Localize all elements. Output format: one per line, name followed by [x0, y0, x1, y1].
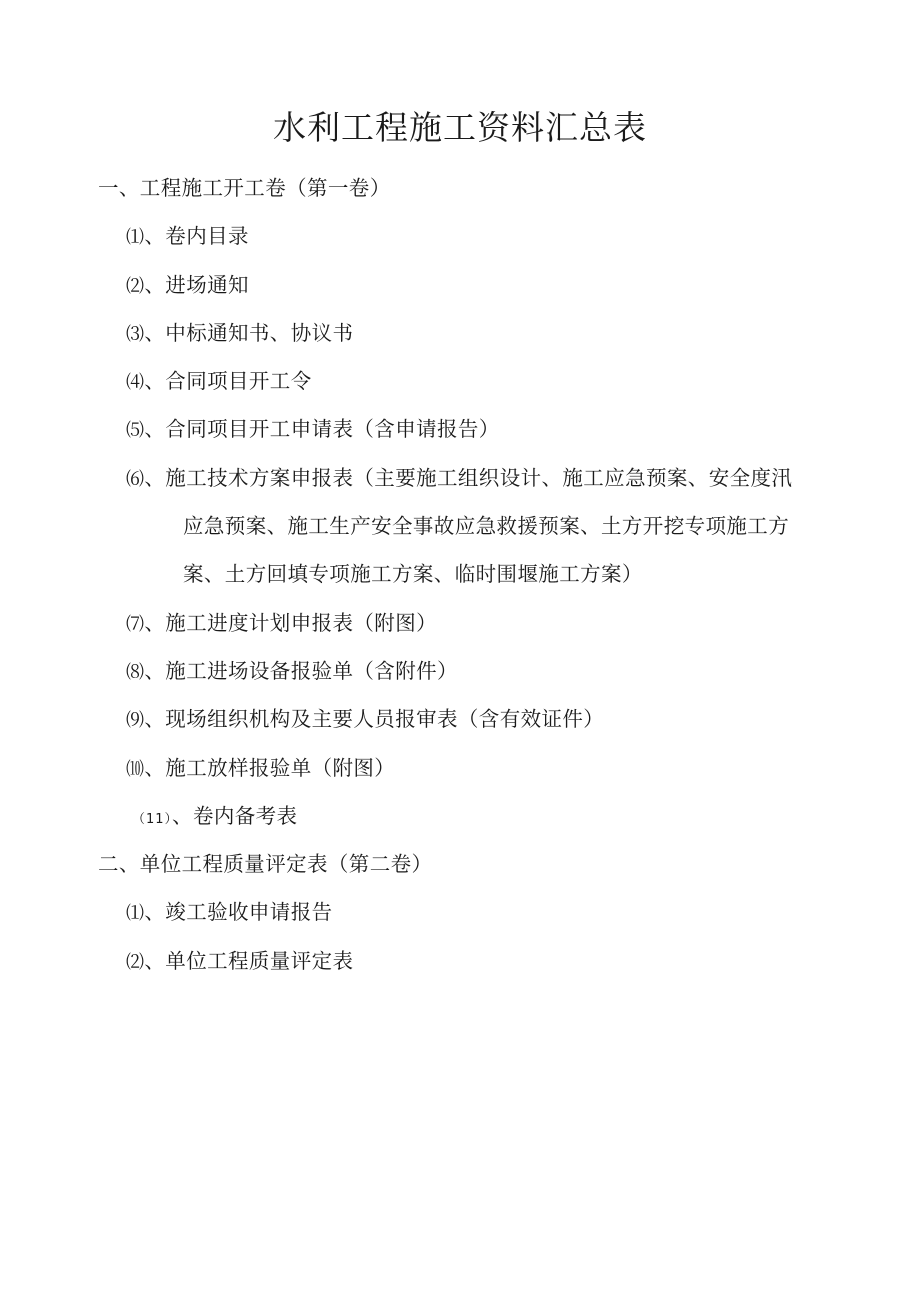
item-text: 、单位工程质量评定表: [144, 948, 354, 973]
list-item: [0, 357, 920, 405]
item-text: 、施工进场设备报验单（含附件）: [144, 658, 458, 683]
list-item: [0, 695, 920, 743]
item-text: 、施工进度计划申报表（附图）: [144, 610, 438, 635]
item-number: ⑴: [126, 227, 145, 249]
contents-list: [0, 164, 920, 985]
item-number: ⑷: [126, 372, 145, 394]
item-number: ⑴: [126, 903, 145, 925]
list-item: [0, 309, 920, 357]
item-number: ⑶: [126, 323, 145, 345]
item-text: 、卷内备考表: [172, 803, 298, 828]
item-number: ⑹: [126, 468, 145, 490]
item-number: ⑺: [126, 613, 145, 635]
list-item: [0, 454, 920, 502]
list-item: [0, 744, 920, 792]
item-number: ⑵: [126, 951, 145, 973]
item-number: ⑻: [126, 661, 145, 683]
item-number: ⑵: [126, 275, 145, 297]
section-heading-volume-2: 二、单位工程质量评定表（第二卷）: [98, 852, 433, 877]
list-item: [0, 212, 920, 260]
item-text: 、合同项目开工令: [144, 369, 312, 394]
item-text: 、中标通知书、协议书: [144, 320, 354, 345]
list-item-continuation: 应急预案、施工生产安全事故应急救援预案、土方开挖专项施工方: [183, 514, 790, 539]
list-item: [0, 405, 920, 453]
list-item-continuation: 案、土方回填专项施工方案、临时围堰施工方案）: [183, 562, 643, 587]
list-item: [0, 888, 920, 936]
list-item: [0, 647, 920, 695]
list-item: [0, 937, 920, 985]
section-heading-volume-1: 一、工程施工开工卷（第一卷）: [98, 176, 391, 200]
item-text: 、合同项目开工申请表（含申请报告）: [144, 417, 500, 442]
list-item: [0, 599, 920, 647]
item-number: （11）: [132, 811, 173, 827]
document-title: 水利工程施工资料汇总表: [273, 108, 647, 147]
item-text: 、施工技术方案申报表（主要施工组织设计、施工应急预案、安全度汛: [144, 465, 793, 490]
list-item: [0, 792, 920, 840]
item-number: ⑸: [126, 420, 145, 442]
item-text: 、进场通知: [144, 272, 249, 297]
item-text: 、卷内目录: [144, 224, 249, 249]
item-number: ⑼: [126, 710, 145, 732]
item-number: ⑽: [126, 758, 145, 780]
item-text: 、现场组织机构及主要人员报审表（含有效证件）: [144, 707, 605, 732]
item-text: 、竣工验收申请报告: [144, 900, 333, 925]
list-item: [0, 261, 920, 309]
item-text: 、施工放样报验单（附图）: [144, 755, 396, 780]
